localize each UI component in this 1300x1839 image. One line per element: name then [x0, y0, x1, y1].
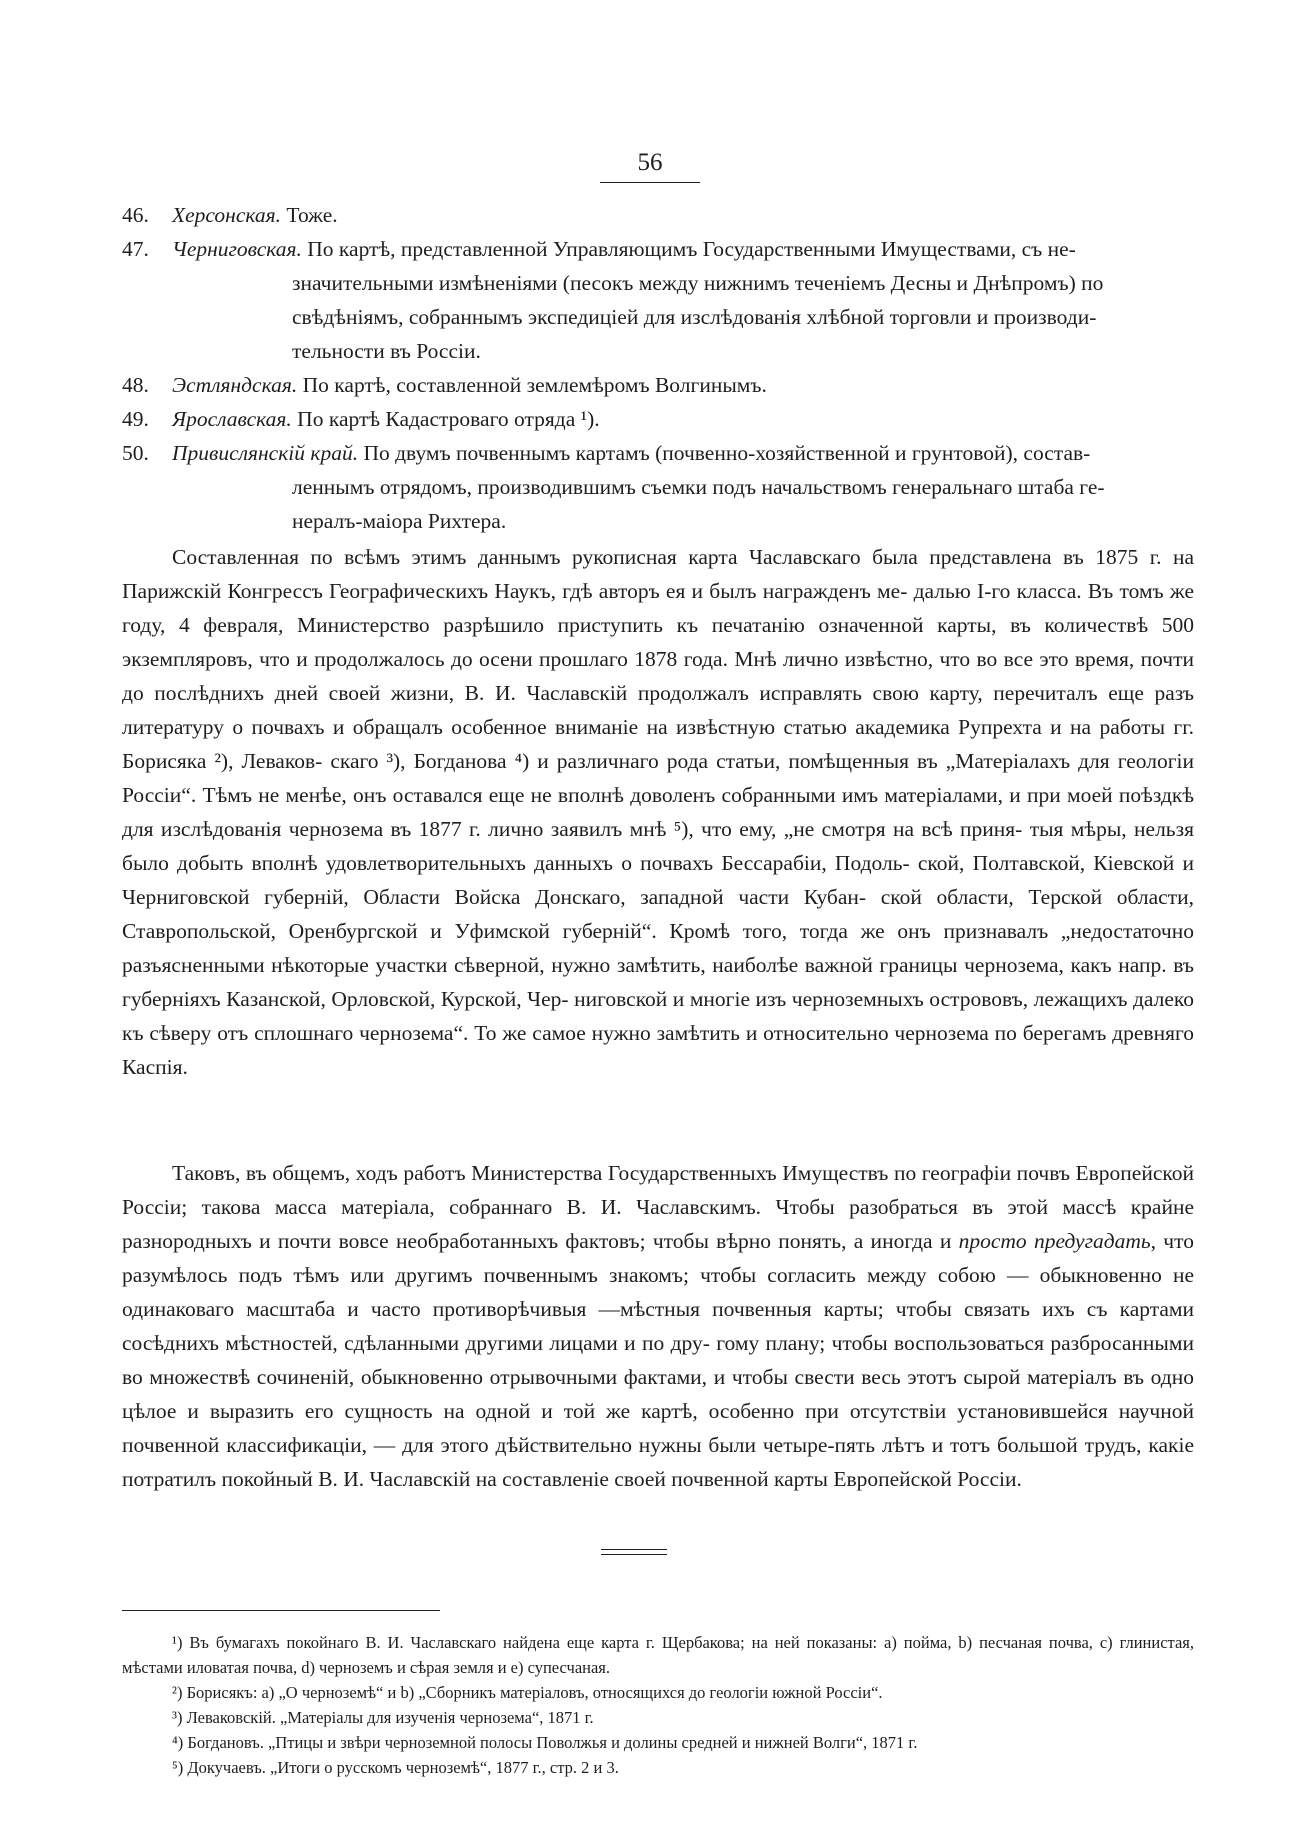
list-item [122, 436, 1194, 538]
paragraph-line: ниговской и многіе изъ черноземныхъ острововъ, лежащихъ далеко къ сѣверу отъ сплошнаго чернозема“. [122, 987, 1194, 1045]
footnote: ⁵) Докучаевъ. „Итоги о русскомъ черноземѣ“, 1877 г., стр. 2 и 3. [172, 1758, 619, 1777]
paragraph-line: гому плану; чтобы воспользоваться разбросанными во множествѣ сочиненій, обыкновенно отрывочными [122, 1331, 1194, 1389]
italic-phrase: просто предугадать [958, 1229, 1151, 1253]
list-item-text: По картѣ Кадастроваго отряда ¹). [291, 407, 600, 431]
footnote: ⁴) Богдановъ. „Птицы и звѣри черноземной полосы Поволжья и долины средней и нижней Волги“, 1871 г. [172, 1733, 918, 1752]
paragraph-line: Европейской Россіи; такова масса матеріала, собраннаго В. И. Чаславскимъ. Чтобы разобраться въ этой [122, 1161, 1195, 1219]
paragraph-2 [122, 1156, 1194, 1496]
list-item-number: 48. [122, 373, 149, 397]
paragraph-line: Чаславскій продолжалъ исправлять свою карту, перечиталъ еще разъ литературу о почвахъ и обращалъ [122, 681, 1194, 739]
list-item-text: значительными измѣненіями (песокъ между нижнимъ теченіемъ Десны и Днѣпромъ) по [292, 271, 1104, 295]
list-item-text: По двумъ почвеннымъ картамъ (почвенно-хозяйственной и грунтовой), состав- [358, 441, 1091, 465]
page-number: 56 [637, 149, 663, 176]
paragraph-line: означенной карты, въ количествѣ 500 экземпляровъ, что и продолжалось до осени прошлаго 1878 [122, 613, 1195, 671]
paragraph-line: Таковъ, въ общемъ, ходъ работъ Министерства Государственныхъ Имуществъ по географіи почвъ [172, 1161, 1070, 1185]
paragraph-line: В. И. Чаславскій на составленіе своей почвенной карты Европейской Россіи. [318, 1467, 1022, 1491]
paragraph-line: ской области, Терской области, Ставропольской, Оренбургской и Уфимской губерній“. Кромѣ того, [122, 885, 1194, 943]
paragraph-1 [122, 540, 1194, 1084]
list-item [122, 368, 1194, 402]
footnotes [122, 1630, 1194, 1780]
list-item-text: По картѣ, представленной Управляющимъ Государственными Имуществами, съ не- [301, 237, 1076, 261]
list-item [122, 402, 1194, 436]
paragraph-line: карты; чтобы связать ихъ съ картами сосѣднихъ мѣстностей, сдѣланными другими лицами и по дру- [122, 1297, 1195, 1355]
paragraph-line: и [939, 1229, 959, 1253]
region-name: Ярославская. [172, 407, 292, 431]
list-item [122, 232, 1194, 368]
region-name: Эстляндская. [172, 373, 298, 397]
paragraph-line: 1875 г. на Парижскій Конгрессъ Географическихъ Наукъ, гдѣ авторъ ея и былъ награжденъ ме- [122, 545, 1195, 603]
footnote: ³) Леваковскій. „Матеріалы для изученія чернозема“, 1871 г. [172, 1708, 594, 1727]
region-name: Херсонская. [172, 203, 282, 227]
paragraph-line: скаго ³), Богданова ⁴) и различнаго рода статьи, помѣщенныя въ „Матеріалахъ для геологіи Россіи“. [122, 749, 1195, 807]
page-number-rule [600, 182, 700, 183]
list-item-number: 50. [122, 441, 149, 465]
region-name: Черниговская. [172, 237, 302, 261]
paragraph-line: этого дѣйствительно нужны были четыре-пять лѣтъ и тотъ большой трудъ, какіе потратилъ покойный [122, 1433, 1194, 1491]
region-name: Привислянскій край. [172, 441, 359, 465]
paragraph-line: То же самое нужно замѣтить и относительно чернозема по берегамъ древняго Каспія. [122, 1021, 1194, 1079]
list-item-text: Тоже. [281, 203, 338, 227]
paragraph-line: Составленная по всѣмъ этимъ даннымъ рукописная карта Чаславскаго была представлена въ [172, 545, 1084, 569]
list-item-number: 46. [122, 203, 149, 227]
paragraph-line: Тѣмъ не менѣе, онъ оставался еще не вполнѣ доволенъ собранными имъ матеріалами, и при моей поѣздкѣ [202, 783, 1195, 807]
footnote: ¹) Въ бумагахъ покойнаго В. И. Чаславскаго найдена еще карта г. Щербакова; на ней показаны: a) пойма, b) песчаная почва, c) глинистая, мѣстами иловатая почва, d) черноземъ и сѣрая земля и e) супесчаная. [122, 1633, 1194, 1677]
paragraph-line: года. Мнѣ лично извѣстно, что во все это время, почти до послѣднихъ дней своей жизни, В. И. [122, 647, 1195, 705]
list-item-text: тельности въ Россіи. [292, 339, 481, 363]
list-item-number: 47. [122, 237, 149, 261]
list-item-text: леннымъ отрядомъ, производившимъ съемки подъ начальствомъ генеральнаго штаба ге- [292, 475, 1105, 499]
paragraph-line: , что разумѣлось подъ тѣмъ или другимъ почвеннымъ знакомъ; чтобы согласить [122, 1229, 1194, 1287]
paragraph-line: особенное вниманіе на извѣстную статью академика Рупрехта и на работы гг. Борисяка ²), Леваков- [122, 715, 1194, 773]
paragraph-line: далью I-го класса. Въ томъ же году, 4 февраля, Министерство разрѣшило приступить къ печатанію [122, 579, 1194, 637]
section-end-rule [601, 1549, 667, 1550]
paragraph-line: ской, Полтавской, Кіевской и Черниговской губерній, Области Войска Донскаго, западной части Кубан- [122, 851, 1195, 909]
paragraph-line: тыя мѣры, нельзя было добыть вполнѣ удовлетворительныхъ данныхъ о почвахъ Бессарабіи, Подоль- [122, 817, 1194, 875]
list-item [122, 198, 1194, 232]
list-item-text: По картѣ, составленной землемѣромъ Волгинымъ. [297, 373, 767, 397]
list-item-text: нералъ-маіора Рихтера. [292, 509, 507, 533]
footnote-separator [122, 1610, 440, 1611]
paragraph-line: тогда же онъ признавалъ „недостаточно разъясненными нѣкоторые участки сѣверной, нужно замѣтить, [122, 919, 1194, 977]
list-item-number: 49. [122, 407, 149, 431]
paragraph-line: наиболѣе важной границы чернозема, какъ напр. въ губерніяхъ Казанской, Орловской, Курской, Чер- [122, 953, 1194, 1011]
list-item-text: свѣдѣніямъ, собраннымъ экспедиціей для изслѣдованія хлѣбной торговли и производи- [292, 305, 1097, 329]
paragraph-line: массѣ крайне разнородныхъ и почти вовсе необработанныхъ фактовъ; чтобы вѣрно понять, а иногда [122, 1195, 1195, 1253]
paragraph-line: для изслѣдованія чернозема въ 1877 г. лично заявилъ мнѣ ⁵), что ему, „не смотря на всѣ приня- [122, 817, 1023, 841]
paragraph-line: между собою — обыкновенно не одинаковаго масштаба и часто противорѣчивыя —мѣстныя почвенныя [122, 1263, 1195, 1321]
paragraph-line: и той же картѣ, особенно при отсутствіи установившейся научной почвенной классификаціи, — для [122, 1399, 1194, 1457]
paragraph-line: фактами, и чтобы свести весь этотъ сырой матеріалъ въ одно цѣлое и выразить его сущность на одной [122, 1365, 1194, 1423]
province-list [122, 198, 1194, 538]
footnote: ²) Борисякъ: a) „О черноземѣ“ и b) „Сборникъ матеріаловъ, относящихся до геологіи южной Россіи“. [172, 1683, 883, 1702]
section-end-rule [601, 1554, 667, 1555]
